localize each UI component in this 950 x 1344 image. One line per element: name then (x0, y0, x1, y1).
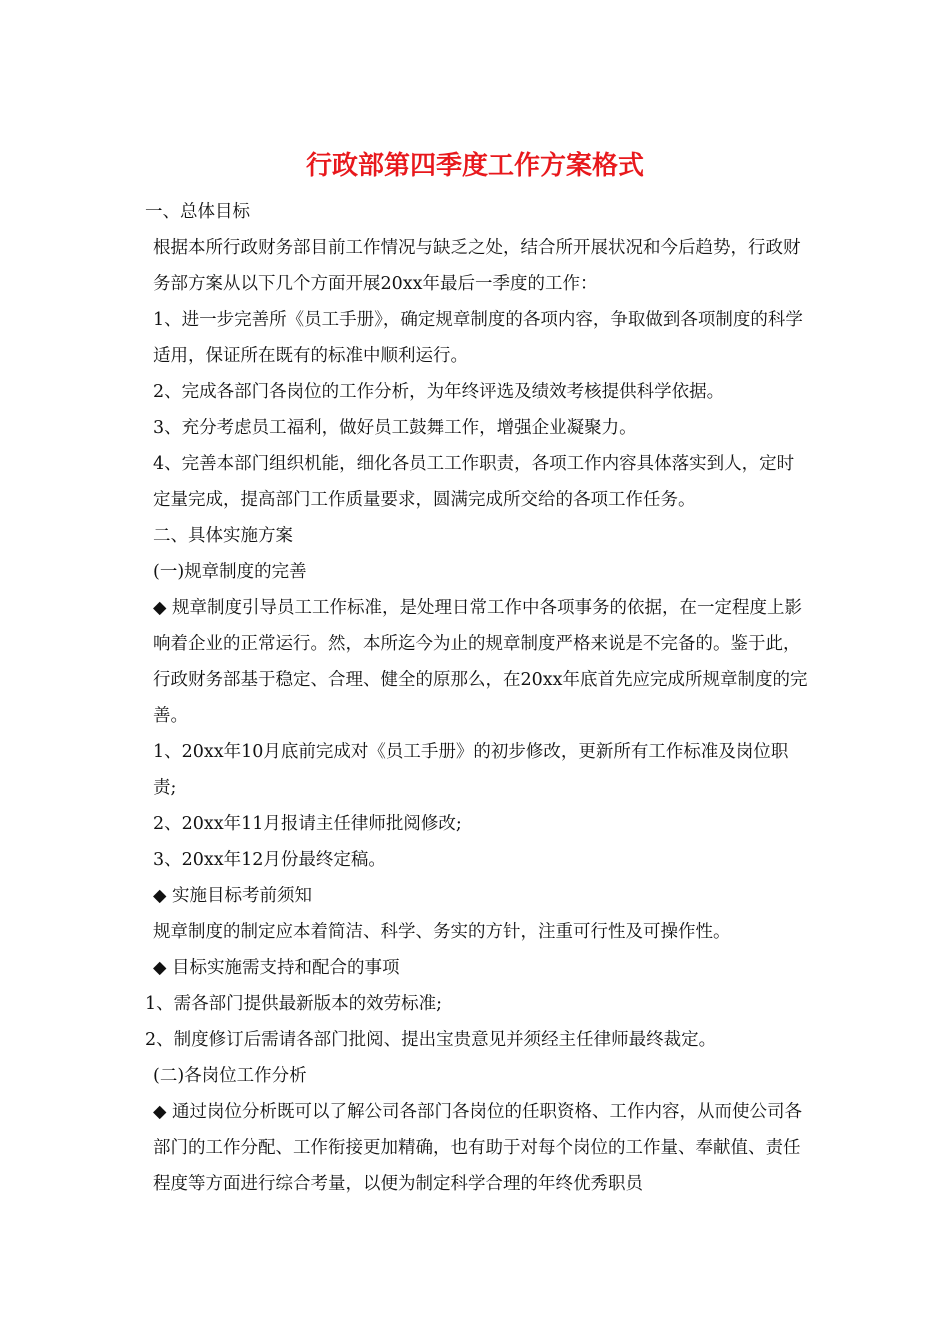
rules-step-2: 2、20xx年11月报请主任律师批阅修改; (153, 814, 462, 834)
section-heading-overall-goals: 一、总体目标 (145, 202, 250, 222)
subsection-heading-job-analysis: (二)各岗位工作分析 (153, 1066, 307, 1086)
goal-item-4: 4、完善本部门组织机能，细化各员工工作职责，各项工作内容具体落实到人，定时定量完成，提高部门工作质量要求，圆满完成所交给的各项工作任务。 (153, 454, 795, 510)
document-body (145, 194, 810, 1202)
rules-step-3: 3、20xx年12月份最终定稿。 (153, 850, 386, 870)
section-heading-implementation: 二、具体实施方案 (153, 526, 293, 546)
bullet-paragraph-job-analysis: ◆ 通过岗位分析既可以了解公司各部门各岗位的任职资格、工作内容，从而使公司各部门的工作分配、工作衔接更加精确，也有助于对每个岗位的工作量、奉献值、责任程度等方面进行综合考量，以便为制定科学合理的年终优秀职员 (153, 1102, 803, 1194)
notes-paragraph: 规章制度的制定应本着简洁、科学、务实的方针，注重可行性及可操作性。 (153, 922, 731, 942)
goal-item-2: 2、完成各部门各岗位的工作分析，为年终评选及绩效考核提供科学依据。 (153, 382, 725, 402)
bullet-heading-support: ◆ 目标实施需支持和配合的事项 (153, 958, 400, 978)
bullet-heading-notes: ◆ 实施目标考前须知 (153, 886, 313, 906)
goal-item-3: 3、充分考虑员工福利，做好员工鼓舞工作，增强企业凝聚力。 (153, 418, 637, 438)
paragraph-intro: 根据本所行政财务部目前工作情况与缺乏之处，结合所开展状况和今后趋势，行政财务部方案从以下几个方面开展20xx年最后一季度的工作： (153, 238, 801, 294)
bullet-paragraph-rules: ◆ 规章制度引导员工工作标准，是处理日常工作中各项事务的依据，在一定程度上影响着企业的正常运行。然，本所迄今为止的规章制度严格来说是不完备的。鉴于此，行政财务部基于稳定、合理、健全的原那么，在20xx年底首先应完成所规章制度的完善。 (153, 598, 808, 726)
support-item-2: 2、制度修订后需请各部门批阅、提出宝贵意见并须经主任律师最终裁定。 (145, 1030, 717, 1050)
support-item-1: 1、需各部门提供最新版本的效劳标准; (145, 994, 443, 1014)
document-title: 行政部第四季度工作方案格式 (305, 151, 644, 181)
subsection-heading-rules: (一)规章制度的完善 (153, 562, 307, 582)
goal-item-1: 1、进一步完善所《员工手册》，确定规章制度的各项内容，争取做到各项制度的科学适用，保证所在既有的标准中顺利运行。 (153, 310, 803, 366)
rules-step-1: 1、20xx年10月底前完成对《员工手册》的初步修改，更新所有工作标准及岗位职责; (153, 742, 789, 798)
